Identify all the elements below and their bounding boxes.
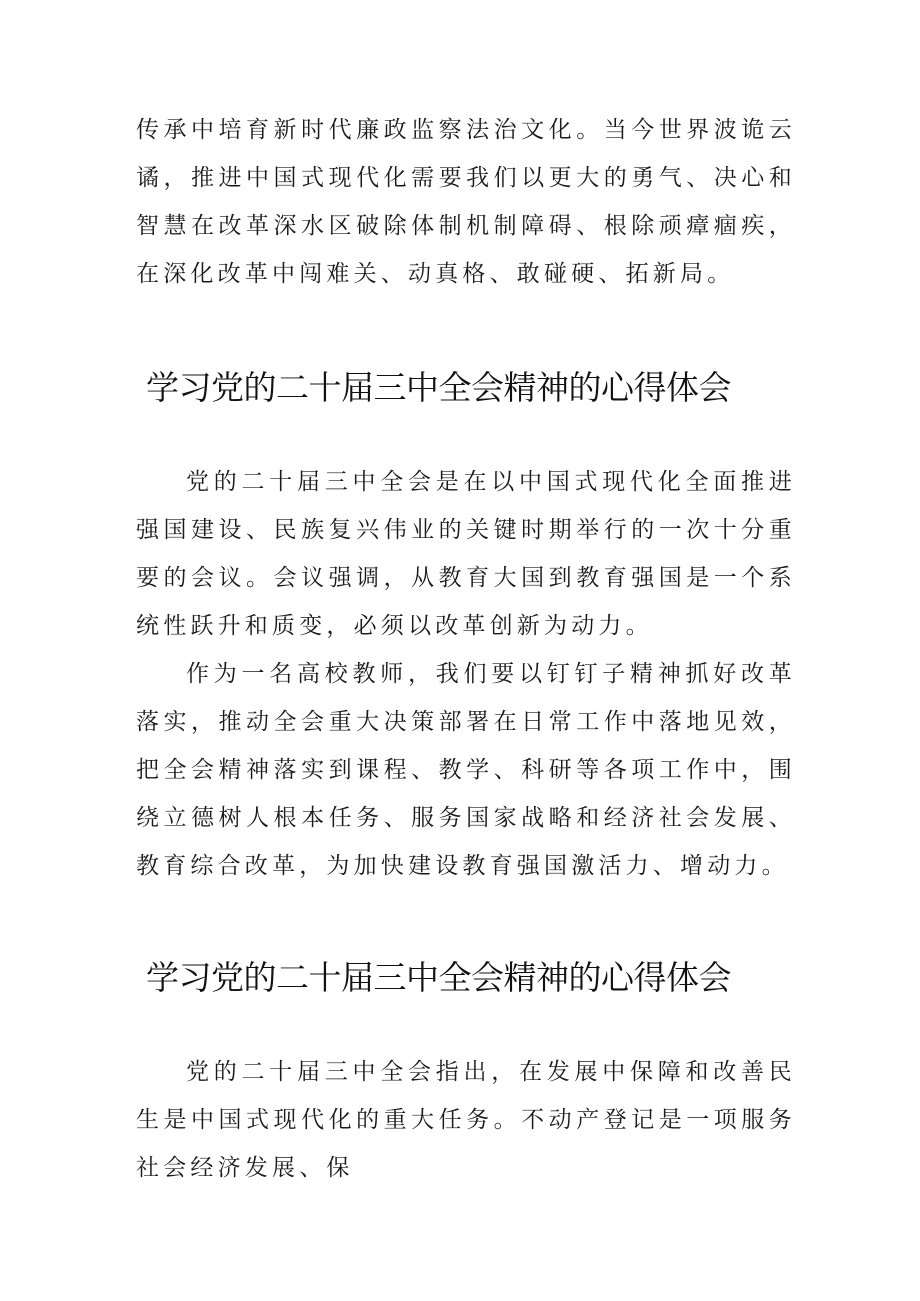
paragraph-section1-body: 作为一名高校教师，我们要以钉钉子精神抓好改革落实，推动全会重大决策部署在日常工作中落地见效，把全会精神落实到课程、教学、科研等各项工作中，围绕立德树人根本任务、服务国家战略和经济社会发展、教育综合改革，为加快建设教育强国激活力、增动力。 xyxy=(136,661,796,879)
section-heading-1: 学习党的二十届三中全会精神的心得体会 xyxy=(146,368,731,407)
paragraph-section2-intro: 党的二十届三中全会指出，在发展中保障和改善民生是中国式现代化的重大任务。不动产登记是一项服务社会经济发展、保 xyxy=(136,1059,796,1181)
paragraph-continued: 传承中培育新时代廉政监察法治文化。当今世界波诡云谲，推进中国式现代化需要我们以更大的勇气、决心和智慧在改革深水区破除体制机制障碍、根除顽瘴痼疾，在深化改革中闯难关、动真格、敢碰硬、拓新局。 xyxy=(136,117,796,287)
section-heading-2: 学习党的二十届三中全会精神的心得体会 xyxy=(146,958,731,997)
paragraph-section1-intro: 党的二十届三中全会是在以中国式现代化全面推进强国建设、民族复兴伟业的关键时期举行的一次十分重要的会议。会议强调，从教育大国到教育强国是一个系统性跃升和质变，必须以改革创新为动力。 xyxy=(136,469,796,639)
